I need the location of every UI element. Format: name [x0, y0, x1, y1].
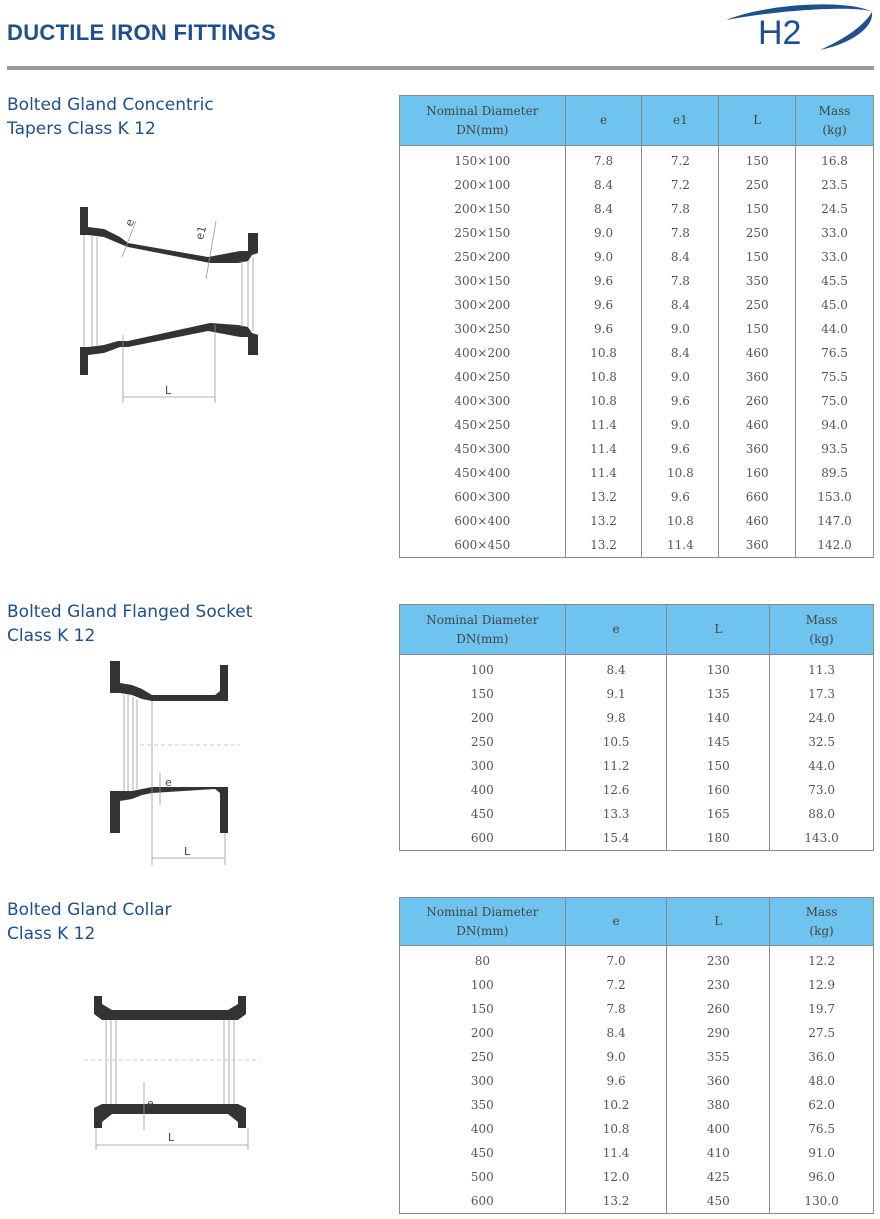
- table-cell: 44.0: [796, 317, 874, 341]
- table-cell: 250×150: [400, 221, 566, 245]
- table-cell: 9.6: [565, 317, 642, 341]
- header-divider: [7, 66, 874, 70]
- table-cell: 300×250: [400, 317, 566, 341]
- table-cell: 13.2: [565, 509, 642, 533]
- table-cell: 48.0: [770, 1069, 874, 1093]
- table-cell: 13.2: [565, 533, 642, 558]
- table-cell: 135: [667, 682, 770, 706]
- table-cell: 250: [719, 221, 796, 245]
- table-row: [400, 1021, 874, 1045]
- concentric-taper-drawing: [70, 195, 270, 410]
- table-cell: 350: [400, 1093, 566, 1117]
- table-cell: 45.0: [796, 293, 874, 317]
- table-cell: 96.0: [770, 1165, 874, 1189]
- table-cell: 9.0: [565, 245, 642, 269]
- table-cell: 8.4: [642, 245, 719, 269]
- table-cell: 32.5: [770, 730, 874, 754]
- table-cell: 100: [400, 973, 566, 997]
- table-cell: 10.8: [565, 365, 642, 389]
- table-cell: 24.5: [796, 197, 874, 221]
- column-header-mass: Mass (kg): [770, 898, 874, 946]
- table-row: [400, 802, 874, 826]
- table-cell: 250: [400, 730, 566, 754]
- h2-logo: [722, 2, 874, 54]
- table-cell: 8.4: [565, 1021, 667, 1045]
- table-cell: 200×100: [400, 173, 566, 197]
- table-cell: 76.5: [770, 1117, 874, 1141]
- table-row: [400, 730, 874, 754]
- table-cell: 11.4: [565, 461, 642, 485]
- column-header-e: e: [565, 605, 667, 655]
- table-cell: 360: [719, 365, 796, 389]
- table-row: [400, 1045, 874, 1069]
- table-cell: 450: [667, 1189, 770, 1214]
- table-cell: 150: [719, 146, 796, 174]
- table-cell: 9.0: [565, 1045, 667, 1069]
- table-cell: 91.0: [770, 1141, 874, 1165]
- table-row: [400, 1117, 874, 1141]
- table-cell: 230: [667, 946, 770, 974]
- table-row: [400, 173, 874, 197]
- page-title: DUCTILE IRON FITTINGS: [7, 20, 277, 45]
- table-cell: 250: [719, 173, 796, 197]
- table-cell: 10.8: [642, 461, 719, 485]
- table-row: [400, 269, 874, 293]
- column-header-e: e: [565, 898, 667, 946]
- table-cell: 12.0: [565, 1165, 667, 1189]
- table-row: [400, 197, 874, 221]
- table-row: [400, 826, 874, 851]
- table-cell: 15.4: [565, 826, 667, 851]
- table-cell: 250: [719, 293, 796, 317]
- table-cell: 10.8: [565, 341, 642, 365]
- table-cell: 142.0: [796, 533, 874, 558]
- section-title-line: Bolted Gland Flanged Socket: [7, 602, 253, 622]
- table-cell: 200: [400, 706, 566, 730]
- table-cell: 27.5: [770, 1021, 874, 1045]
- table-row: [400, 509, 874, 533]
- table-cell: 600×400: [400, 509, 566, 533]
- table-row: [400, 778, 874, 802]
- table-cell: 88.0: [770, 802, 874, 826]
- table-cell: 44.0: [770, 754, 874, 778]
- table-cell: 450: [400, 1141, 566, 1165]
- table-cell: 11.4: [565, 437, 642, 461]
- collar-drawing: [80, 990, 265, 1155]
- table-cell: 8.4: [565, 197, 642, 221]
- table-cell: 11.2: [565, 754, 667, 778]
- table-cell: 9.6: [565, 1069, 667, 1093]
- table-cell: 23.5: [796, 173, 874, 197]
- table-cell: 250×200: [400, 245, 566, 269]
- table-cell: 600×450: [400, 533, 566, 558]
- column-header-l: L: [719, 96, 796, 146]
- table-row: [400, 533, 874, 558]
- table-cell: 9.6: [565, 293, 642, 317]
- section-title-flanged-socket: [7, 600, 252, 648]
- table-cell: 7.8: [565, 997, 667, 1021]
- concentric-tapers-table: [399, 95, 874, 558]
- table-cell: 100: [400, 655, 566, 683]
- table-row: [400, 973, 874, 997]
- column-header-nominal-diameter: Nominal Diameter DN(mm): [400, 605, 566, 655]
- table-cell: 7.0: [565, 946, 667, 974]
- table-cell: 8.4: [642, 341, 719, 365]
- table-cell: 94.0: [796, 413, 874, 437]
- table-cell: 300: [400, 1069, 566, 1093]
- table-cell: 7.8: [565, 146, 642, 174]
- table-cell: 9.0: [565, 221, 642, 245]
- table-cell: 8.4: [565, 173, 642, 197]
- length-label: L: [184, 845, 191, 858]
- table-body: [400, 946, 874, 1214]
- table-cell: 9.1: [565, 682, 667, 706]
- table-cell: 11.3: [770, 655, 874, 683]
- table-cell: 230: [667, 973, 770, 997]
- table-cell: 360: [719, 533, 796, 558]
- table-row: [400, 437, 874, 461]
- table-row: [400, 1141, 874, 1165]
- table-row: [400, 365, 874, 389]
- collar-table: [399, 897, 874, 1214]
- table-cell: 13.3: [565, 802, 667, 826]
- table-cell: 145: [667, 730, 770, 754]
- table-cell: 45.5: [796, 269, 874, 293]
- table-cell: 36.0: [770, 1045, 874, 1069]
- table-row: [400, 655, 874, 683]
- table-header-row: [400, 898, 874, 946]
- column-header-nominal-diameter: Nominal Diameter DN(mm): [400, 898, 566, 946]
- column-header-e1: e1: [642, 96, 719, 146]
- table-cell: 9.0: [642, 413, 719, 437]
- table-cell: 9.8: [565, 706, 667, 730]
- column-header-nominal-diameter: Nominal Diameter DN(mm): [400, 96, 566, 146]
- table-cell: 19.7: [770, 997, 874, 1021]
- column-header-l: L: [667, 605, 770, 655]
- table-cell: 13.2: [565, 1189, 667, 1214]
- table-cell: 660: [719, 485, 796, 509]
- table-row: [400, 754, 874, 778]
- column-header-e: e: [565, 96, 642, 146]
- table-cell: 9.6: [642, 485, 719, 509]
- section-title-line: Class K 12: [7, 626, 96, 646]
- table-row: [400, 1069, 874, 1093]
- table-cell: 147.0: [796, 509, 874, 533]
- length-label: L: [168, 1131, 175, 1144]
- flanged-socket-drawing: [100, 655, 250, 870]
- table-cell: 260: [667, 997, 770, 1021]
- column-header-mass: Mass (kg): [796, 96, 874, 146]
- table-cell: 300×150: [400, 269, 566, 293]
- table-cell: 140: [667, 706, 770, 730]
- table-row: [400, 706, 874, 730]
- table-cell: 10.8: [565, 1117, 667, 1141]
- table-cell: 250: [400, 1045, 566, 1069]
- table-row: [400, 221, 874, 245]
- table-cell: 150: [719, 245, 796, 269]
- table-cell: 9.0: [642, 365, 719, 389]
- table-cell: 360: [719, 437, 796, 461]
- table-cell: 150: [400, 997, 566, 1021]
- table-cell: 12.6: [565, 778, 667, 802]
- section-title-line: Class K 12: [7, 924, 96, 944]
- table-cell: 355: [667, 1045, 770, 1069]
- table-cell: 400×250: [400, 365, 566, 389]
- table-cell: 380: [667, 1093, 770, 1117]
- table-row: [400, 485, 874, 509]
- table-cell: 160: [667, 778, 770, 802]
- logo-text: H2: [758, 14, 802, 52]
- table-cell: 11.4: [565, 413, 642, 437]
- table-cell: 10.2: [565, 1093, 667, 1117]
- table-cell: 300: [400, 754, 566, 778]
- table-cell: 500: [400, 1165, 566, 1189]
- table-cell: 80: [400, 946, 566, 974]
- table-cell: 165: [667, 802, 770, 826]
- table-cell: 143.0: [770, 826, 874, 851]
- table-cell: 460: [719, 509, 796, 533]
- table-cell: 73.0: [770, 778, 874, 802]
- table-cell: 300×200: [400, 293, 566, 317]
- table-header-row: [400, 96, 874, 146]
- table-cell: 350: [719, 269, 796, 293]
- table-cell: 450: [400, 802, 566, 826]
- table-body: [400, 146, 874, 558]
- table-cell: 180: [667, 826, 770, 851]
- column-header-l: L: [667, 898, 770, 946]
- table-cell: 93.5: [796, 437, 874, 461]
- table-cell: 7.2: [565, 973, 667, 997]
- table-row: [400, 245, 874, 269]
- table-cell: 8.4: [642, 293, 719, 317]
- table-cell: 7.2: [642, 173, 719, 197]
- table-cell: 8.4: [565, 655, 667, 683]
- table-cell: 9.0: [642, 317, 719, 341]
- table-row: [400, 389, 874, 413]
- table-cell: 33.0: [796, 245, 874, 269]
- table-cell: 13.2: [565, 485, 642, 509]
- table-row: [400, 1189, 874, 1214]
- table-cell: 33.0: [796, 221, 874, 245]
- flanged-socket-table: [399, 604, 874, 851]
- length-label: L: [165, 384, 172, 397]
- table-cell: 11.4: [642, 533, 719, 558]
- e-label: e: [147, 1097, 154, 1110]
- table-row: [400, 317, 874, 341]
- table-cell: 400: [400, 1117, 566, 1141]
- table-body: [400, 655, 874, 851]
- table-cell: 400: [667, 1117, 770, 1141]
- table-cell: 24.0: [770, 706, 874, 730]
- table-cell: 16.8: [796, 146, 874, 174]
- table-cell: 11.4: [565, 1141, 667, 1165]
- e1-label: e1: [192, 224, 210, 242]
- table-cell: 200×150: [400, 197, 566, 221]
- table-cell: 600: [400, 826, 566, 851]
- section-title-concentric-tapers: [7, 93, 214, 141]
- table-cell: 290: [667, 1021, 770, 1045]
- table-cell: 600×300: [400, 485, 566, 509]
- section-title-line: Bolted Gland Concentric: [7, 95, 214, 115]
- table-cell: 12.2: [770, 946, 874, 974]
- table-cell: 360: [667, 1069, 770, 1093]
- table-cell: 450×400: [400, 461, 566, 485]
- table-cell: 7.8: [642, 269, 719, 293]
- table-cell: 7.8: [642, 197, 719, 221]
- section-title-collar: [7, 898, 172, 946]
- table-cell: 17.3: [770, 682, 874, 706]
- table-cell: 160: [719, 461, 796, 485]
- table-row: [400, 461, 874, 485]
- table-cell: 10.8: [565, 389, 642, 413]
- table-cell: 460: [719, 341, 796, 365]
- table-cell: 410: [667, 1141, 770, 1165]
- table-cell: 130.0: [770, 1189, 874, 1214]
- section-title-line: Tapers Class K 12: [7, 119, 156, 139]
- table-row: [400, 341, 874, 365]
- table-cell: 260: [719, 389, 796, 413]
- table-cell: 150: [667, 754, 770, 778]
- e-label: e: [122, 217, 138, 229]
- table-cell: 62.0: [770, 1093, 874, 1117]
- table-cell: 450×250: [400, 413, 566, 437]
- table-cell: 153.0: [796, 485, 874, 509]
- table-cell: 9.6: [642, 437, 719, 461]
- table-row: [400, 413, 874, 437]
- table-row: [400, 146, 874, 174]
- table-cell: 450×300: [400, 437, 566, 461]
- table-cell: 76.5: [796, 341, 874, 365]
- table-cell: 400: [400, 778, 566, 802]
- table-row: [400, 682, 874, 706]
- table-cell: 460: [719, 413, 796, 437]
- table-cell: 7.8: [642, 221, 719, 245]
- table-cell: 425: [667, 1165, 770, 1189]
- table-cell: 400×300: [400, 389, 566, 413]
- table-row: [400, 1165, 874, 1189]
- table-cell: 400×200: [400, 341, 566, 365]
- table-cell: 9.6: [642, 389, 719, 413]
- table-row: [400, 293, 874, 317]
- table-header-row: [400, 605, 874, 655]
- table-cell: 89.5: [796, 461, 874, 485]
- table-cell: 130: [667, 655, 770, 683]
- table-cell: 75.0: [796, 389, 874, 413]
- table-cell: 12.9: [770, 973, 874, 997]
- table-cell: 150: [400, 682, 566, 706]
- table-cell: 600: [400, 1189, 566, 1214]
- table-cell: 10.8: [642, 509, 719, 533]
- table-cell: 7.2: [642, 146, 719, 174]
- table-row: [400, 1093, 874, 1117]
- table-cell: 9.6: [565, 269, 642, 293]
- table-cell: 10.5: [565, 730, 667, 754]
- table-cell: 75.5: [796, 365, 874, 389]
- table-row: [400, 997, 874, 1021]
- column-header-mass: Mass (kg): [770, 605, 874, 655]
- table-cell: 200: [400, 1021, 566, 1045]
- table-cell: 150: [719, 197, 796, 221]
- table-cell: 150: [719, 317, 796, 341]
- table-cell: 150×100: [400, 146, 566, 174]
- table-row: [400, 946, 874, 974]
- section-title-line: Bolted Gland Collar: [7, 900, 172, 920]
- e-label: e: [165, 776, 172, 789]
